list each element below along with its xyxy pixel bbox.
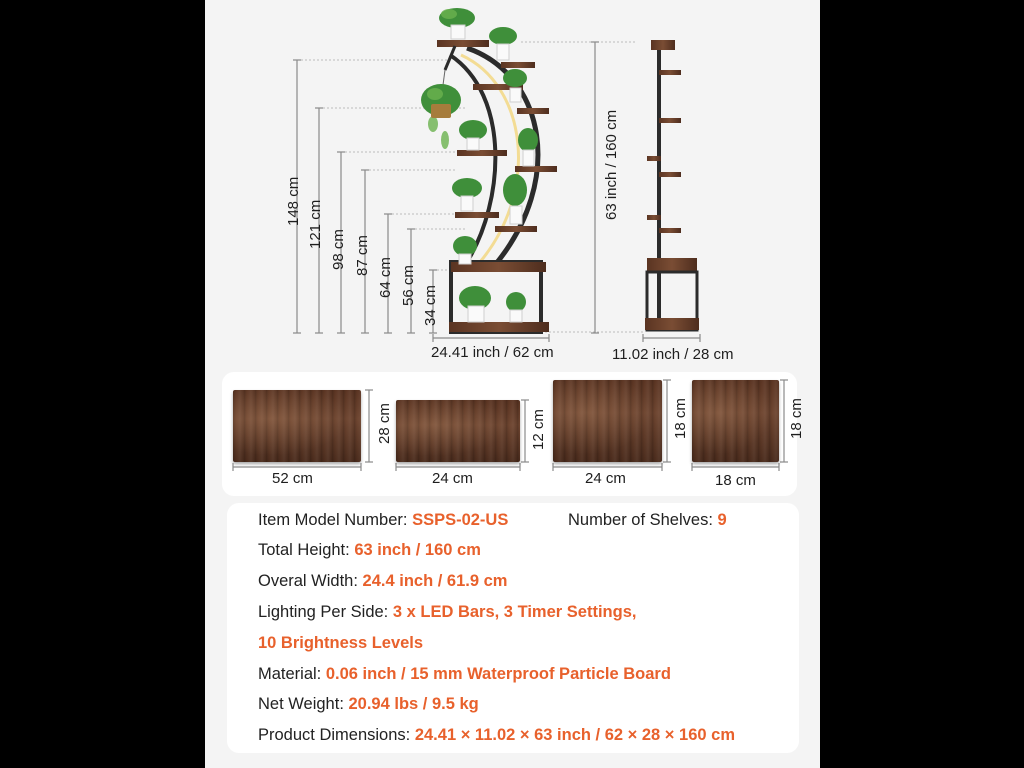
spec-key: Total Height: bbox=[258, 541, 355, 559]
spec-material bbox=[258, 665, 671, 684]
spec-key: Product Dimensions: bbox=[258, 726, 415, 744]
board-3-width: 24 cm bbox=[585, 470, 626, 487]
spec-value: 9 bbox=[717, 511, 727, 529]
wood-board-swatch bbox=[692, 380, 779, 462]
depth-label: 11.02 inch / 28 cm bbox=[612, 346, 734, 363]
board-4-depth: 18 cm bbox=[788, 398, 805, 439]
height-label-56: 56 cm bbox=[400, 265, 417, 306]
board-1-depth: 28 cm bbox=[376, 403, 393, 444]
spec-value: 24.41 × 11.02 × 63 inch / 62 × 28 × 160 cm bbox=[414, 726, 735, 744]
spec-key: Lighting Per Side: bbox=[258, 603, 393, 621]
spec-key: Overal Width: bbox=[258, 572, 363, 590]
spec-number-of-shelves bbox=[568, 511, 727, 530]
board-1-width: 52 cm bbox=[272, 470, 313, 487]
spec-key: Net Weight: bbox=[258, 695, 349, 713]
height-label-87: 87 cm bbox=[354, 235, 371, 276]
spec-model-number bbox=[258, 511, 508, 530]
specifications-panel bbox=[227, 503, 799, 753]
product-spec-page bbox=[205, 0, 820, 768]
spec-lighting bbox=[258, 603, 636, 622]
board-3-depth: 18 cm bbox=[672, 398, 689, 439]
spec-overall-width bbox=[258, 572, 507, 591]
spec-value: 20.94 lbs / 9.5 kg bbox=[348, 695, 479, 713]
width-label: 24.41 inch / 62 cm bbox=[431, 344, 554, 361]
spec-value: SSPS-02-US bbox=[412, 511, 509, 529]
spec-key: Item Model Number: bbox=[258, 511, 413, 529]
spec-net-weight bbox=[258, 695, 479, 714]
height-label-98: 98 cm bbox=[330, 229, 347, 270]
spec-value: 0.06 inch / 15 mm Waterproof Particle Board bbox=[325, 665, 671, 683]
wood-board-swatch bbox=[396, 400, 520, 462]
spec-total-height bbox=[258, 541, 481, 560]
spec-key: Material: bbox=[258, 665, 326, 683]
spec-key: Number of Shelves: bbox=[568, 511, 718, 529]
spec-value: 3 x LED Bars, 3 Timer Settings, bbox=[392, 603, 637, 621]
height-label-148: 148 cm bbox=[285, 176, 302, 226]
spec-lighting-continued bbox=[258, 634, 423, 653]
plant-stand-side-illustration bbox=[645, 40, 699, 330]
spec-product-dimensions bbox=[258, 726, 735, 745]
total-height-label: 63 inch / 160 cm bbox=[603, 109, 620, 220]
shelf-board-panel bbox=[222, 372, 805, 496]
spec-value: 10 Brightness Levels bbox=[258, 634, 424, 652]
height-label-64: 64 cm bbox=[377, 257, 394, 298]
height-label-121: 121 cm bbox=[307, 199, 324, 249]
board-2-width: 24 cm bbox=[432, 470, 473, 487]
height-label-34: 34 cm bbox=[422, 285, 439, 326]
spec-value: 24.4 inch / 61.9 cm bbox=[362, 572, 508, 590]
spec-value: 63 inch / 160 cm bbox=[354, 541, 481, 559]
wood-board-swatch bbox=[553, 380, 662, 462]
board-2-depth: 12 cm bbox=[530, 409, 547, 450]
board-4-width: 18 cm bbox=[715, 472, 756, 489]
